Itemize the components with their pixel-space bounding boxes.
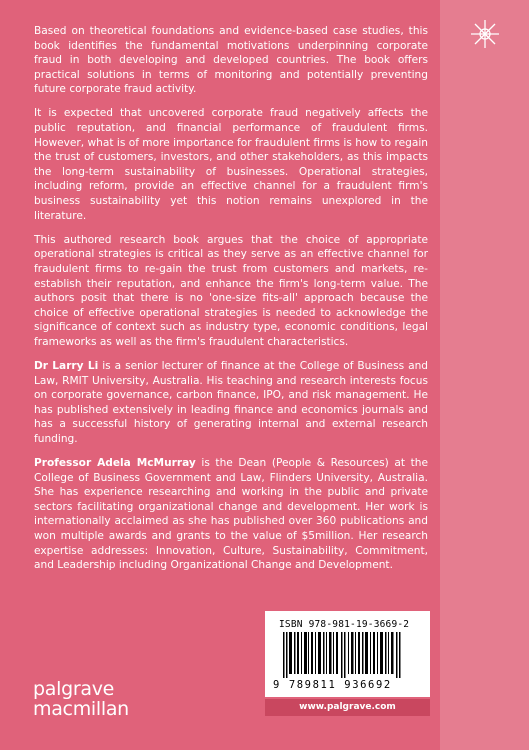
logo-corner <box>440 0 529 89</box>
barcode-digits: 9 789811 936692 <box>273 679 392 691</box>
isbn-barcode <box>265 611 430 697</box>
blurb-paragraph-2: It is expected that uncovered corporate fraud negatively affects the public reputation, and financial performance of fraudulent firms. However, what is of more importance for fraudulent firms is how to regain the trust of customers, investors, and other stakeholders, as this impacts the long-term sustainability of businesses. Operational strategies, including reform, provide an effective channel for a fraudulent firm's business sustainability yet this notion remains unexplored in the literature. <box>34 107 428 222</box>
publisher-name-line1: palgrave <box>33 678 115 700</box>
side-strip <box>440 0 529 750</box>
springer-star-icon <box>469 18 501 50</box>
blurb-paragraph-3: This authored research book argues that the choice of appropriate operational strategies is critical as they serve as an effective channel for fraudulent firms to re-gain the trust from customers and markets, re-establish their reputation, and enhance the firm's long-term value. The authors posit that there is no 'one-size fits-all' approach because the choice of effective operational strategies is needed to acknowledge the significance of context such as industry type, economic conditions, legal frameworks as well as the firm's fraudulent characteristics. <box>34 233 428 348</box>
blurb-paragraph-1: Based on theoretical foundations and evidence-based case studies, this book identifies the fundamental motivations underpinning corporate fraud in both developing and developed countries. The book offers practical solutions in terms of monitoring and potentially preventing future corporate fraud activity. <box>34 25 428 96</box>
author-bio-text: is a senior lecturer of finance at the College of Business and Law, RMIT University, Australia. His teaching and research interests focus on corporate governance, carbon finance, IPO, and risk management. He has published extensively in leading finance and economics journals and has a successful history of generating internal and external research funding. <box>34 359 429 445</box>
isbn-label: ISBN 978-981-19-3669-2 <box>279 619 410 630</box>
author-name: Dr Larry Li <box>34 359 99 372</box>
blurb-text <box>34 24 428 582</box>
author-bio-text: is the Dean (People & Resources) at the College of Business Government and Law, Flinders University, Australia. She has experience researching and working in the public and private sectors facilitating organizational change and development. Her work is internationally acclaimed as she has published over 360 publications and won multiple awards and grants to the value of $5million. Her research expertise addresses: Innovation, Culture, Sustainability, Commitment, and Leadership including Organizational Change and Development. <box>34 457 428 572</box>
publisher-url[interactable]: www.palgrave.com <box>265 699 430 716</box>
barcode-bars <box>275 632 420 678</box>
author-name: Professor Adela McMurray <box>34 457 196 470</box>
publisher-name-line2: macmillan <box>33 698 129 720</box>
author-bio-1 <box>34 359 428 447</box>
publisher-logo <box>33 680 129 720</box>
author-bio-2 <box>34 456 428 573</box>
